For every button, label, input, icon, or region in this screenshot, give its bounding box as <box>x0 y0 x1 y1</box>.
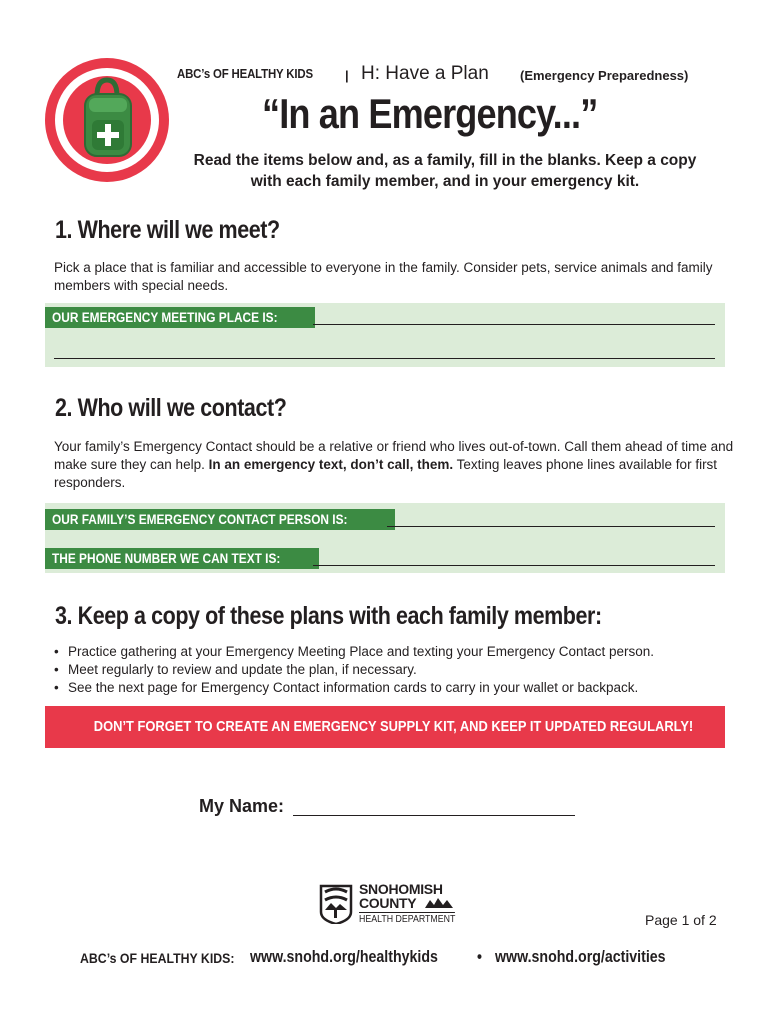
mountains-icon <box>425 898 453 908</box>
health-department-emblem-icon <box>317 880 355 924</box>
logo-line3: HEALTH DEPARTMENT <box>359 914 456 925</box>
logo-line2: COUNTY <box>359 895 417 911</box>
list-item: • Practice gathering at your Emergency Meeting Place and texting your Emergency Contact person. <box>54 643 654 661</box>
contact-box <box>45 503 725 573</box>
series-topic-sub: (Emergency Preparedness) <box>520 68 689 83</box>
supply-kit-banner: DON’T FORGET TO CREATE AN EMERGENCY SUPPLY KIT, AND KEEP IT UPDATED REGULARLY! <box>45 706 725 748</box>
series-header <box>177 63 689 84</box>
section3-title: 3. Keep a copy of these plans with each family member: <box>55 602 602 630</box>
meeting-place-line2[interactable] <box>54 358 715 359</box>
activities-link[interactable]: www.snohd.org/activities <box>495 948 666 966</box>
logo-line1: SNOHOMISH <box>359 881 443 897</box>
series-label: ABC’s OF HEALTHY KIDS <box>177 66 313 81</box>
section2-description: Your family’s Emergency Contact should be a relative or friend who lives out-of-town. Call them ahead of time and make sure they can help. In an emergency text, don’t call, them. Texting leaves phone lines available for first responders. <box>54 439 734 490</box>
series-separator: | <box>345 68 349 83</box>
my-name-line[interactable] <box>293 815 575 816</box>
list-item: • Meet regularly to review and update the plan, if necessary. <box>54 661 654 679</box>
backpack-first-aid-icon <box>45 58 169 182</box>
my-name-label: My Name: <box>199 796 285 816</box>
contact-person-line[interactable] <box>387 526 715 527</box>
backpack-badge <box>45 58 169 182</box>
section2-title: 2. Who will we contact? <box>55 394 287 422</box>
section1-title: 1. Where will we meet? <box>55 216 280 244</box>
meeting-place-label: OUR EMERGENCY MEETING PLACE IS: <box>45 307 315 328</box>
page-title: “In an Emergency...” <box>262 90 598 137</box>
section1-description: Pick a place that is familiar and accessible to everyone in the family. Consider pets, service animals and family members with special needs. <box>54 260 713 293</box>
series-topic: H: Have a Plan <box>361 63 489 84</box>
meeting-place-line1[interactable] <box>313 324 715 325</box>
plan-tips-list <box>54 643 654 697</box>
phone-number-line[interactable] <box>313 565 715 566</box>
page-number: Page 1 of 2 <box>645 912 717 928</box>
meeting-place-box <box>45 303 725 367</box>
snohomish-health-logo <box>317 880 457 928</box>
footer-bullet: • <box>477 948 482 966</box>
phone-number-label: THE PHONE NUMBER WE CAN TEXT IS: <box>45 548 319 569</box>
list-item: • See the next page for Emergency Contact information cards to carry in your wallet or backpack. <box>54 679 654 697</box>
footer <box>80 948 666 968</box>
healthykids-link[interactable]: www.snohd.org/healthykids <box>250 948 438 966</box>
contact-person-label: OUR FAMILY’S EMERGENCY CONTACT PERSON IS: <box>45 509 395 530</box>
footer-series: ABC’s OF HEALTHY KIDS: <box>80 950 235 966</box>
intro-text: Read the items below and, as a family, fill in the blanks. Keep a copy with each family member, and in your emergency kit. <box>193 152 697 190</box>
